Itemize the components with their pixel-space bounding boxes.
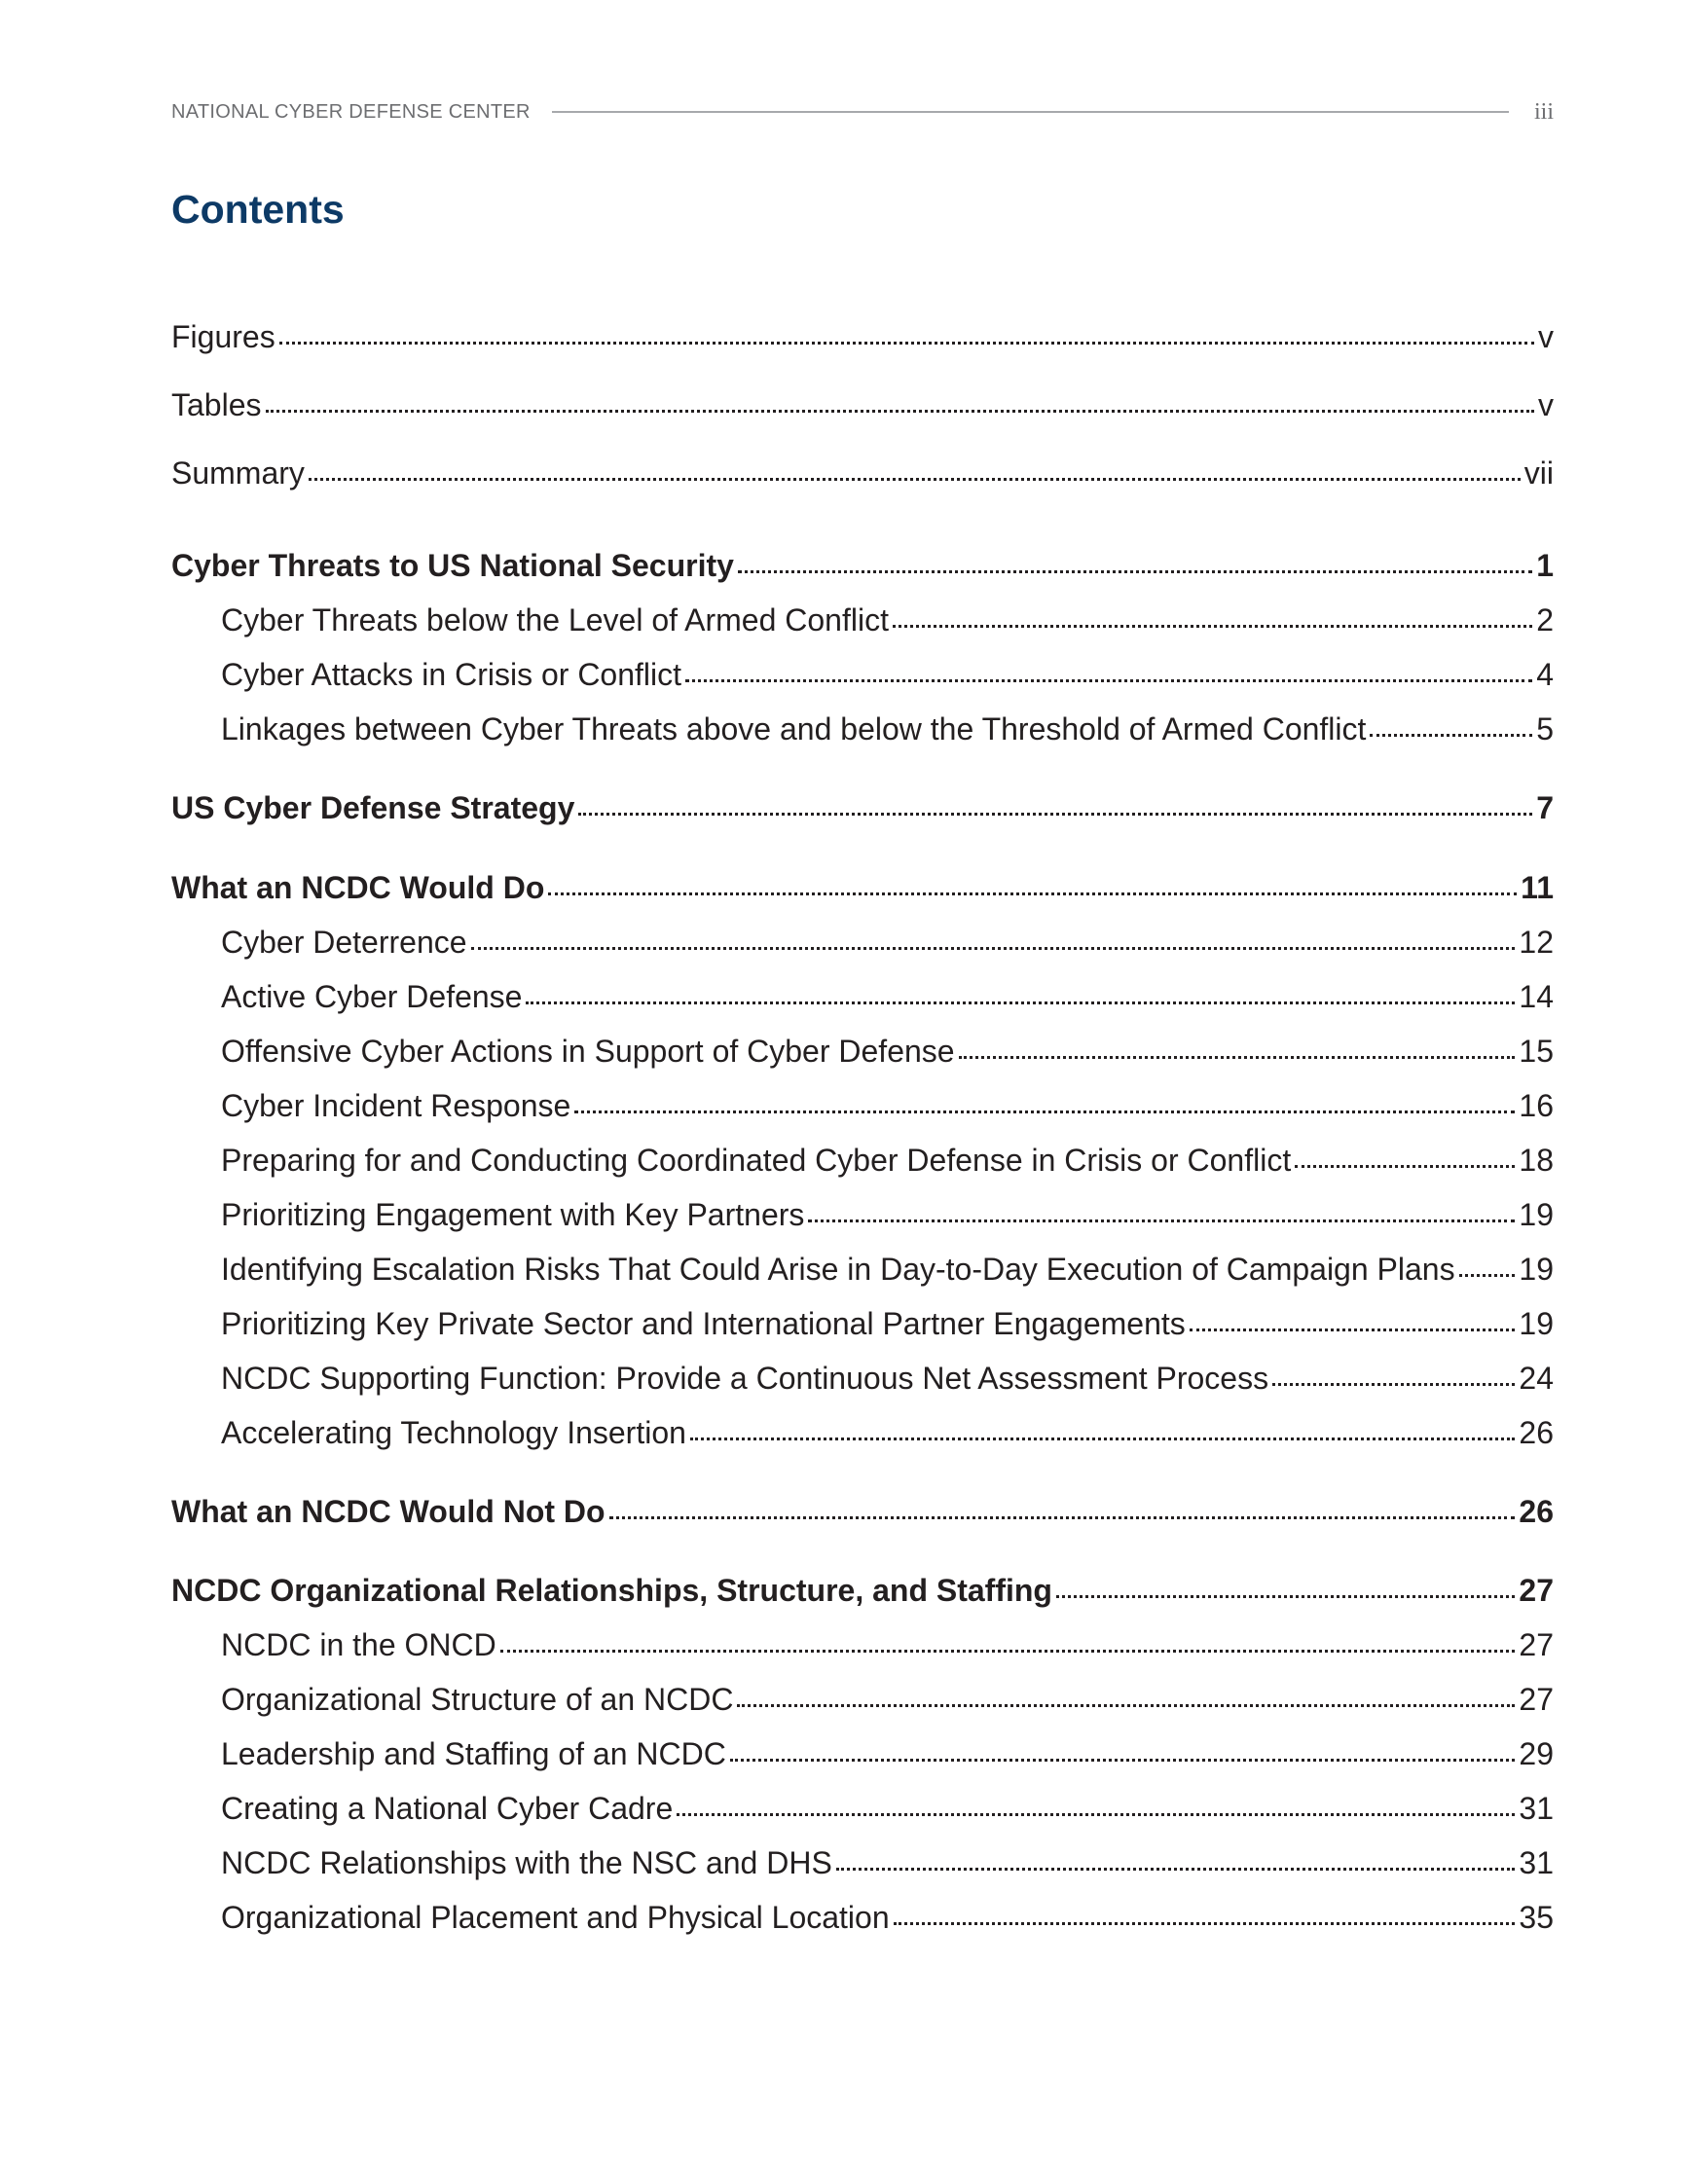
dot-leader — [1459, 1274, 1516, 1277]
toc-subentry[interactable] — [221, 1359, 1554, 1398]
dot-leader — [738, 570, 1532, 573]
toc-entry-page: 16 — [1519, 1088, 1554, 1123]
page-title: Contents — [171, 187, 345, 232]
header-organization: NATIONAL CYBER DEFENSE CENTER — [171, 100, 531, 123]
dot-leader — [1295, 1165, 1515, 1168]
toc-subentry[interactable] — [221, 710, 1554, 748]
toc-section-strategy[interactable] — [171, 788, 1554, 827]
toc-entry-label: Cyber Threats to US National Security — [171, 548, 734, 583]
toc-entry-page: vii — [1523, 455, 1554, 491]
toc-entry-label: Prioritizing Engagement with Key Partners — [221, 1197, 805, 1232]
toc-entry-page: 24 — [1519, 1361, 1554, 1396]
toc-subentry[interactable] — [221, 1898, 1554, 1937]
toc-subentry[interactable] — [221, 1625, 1554, 1664]
dot-leader — [836, 1868, 1516, 1871]
toc-entry-label: Linkages between Cyber Threats above and below the Threshold of Armed Conflict — [221, 711, 1367, 746]
dot-leader — [309, 478, 1521, 481]
toc-section-would-not-do[interactable] — [171, 1492, 1554, 1531]
toc-entry-page: 5 — [1536, 711, 1554, 746]
table-of-contents — [171, 0, 1554, 2184]
toc-entry-label: Organizational Placement and Physical Location — [221, 1900, 890, 1935]
toc-subentry[interactable] — [221, 655, 1554, 694]
toc-entry-page: 29 — [1519, 1736, 1554, 1771]
dot-leader — [685, 679, 1532, 682]
toc-entry-label: Tables — [171, 387, 262, 422]
dot-leader — [279, 342, 1534, 345]
header-page-number: iii — [1533, 98, 1554, 125]
dot-leader — [609, 1516, 1516, 1519]
toc-entry-label: Prioritizing Key Private Sector and International Partner Engagements — [221, 1306, 1186, 1341]
toc-entry-page: 19 — [1519, 1306, 1554, 1341]
dot-leader — [1272, 1383, 1515, 1386]
toc-subentry[interactable] — [221, 1086, 1554, 1125]
toc-entry-label: Cyber Attacks in Crisis or Conflict — [221, 657, 682, 692]
dot-leader — [1056, 1595, 1515, 1598]
dot-leader — [894, 1922, 1516, 1925]
toc-subentry[interactable] — [221, 1141, 1554, 1180]
toc-entry-page: 11 — [1521, 870, 1554, 905]
toc-entry-page: 15 — [1519, 1034, 1554, 1069]
toc-subentry[interactable] — [221, 977, 1554, 1016]
toc-section-would-do[interactable] — [171, 868, 1554, 907]
toc-entry-label: NCDC Organizational Relationships, Structure, and Staffing — [171, 1573, 1052, 1608]
toc-subentry[interactable] — [221, 601, 1554, 639]
toc-entry-page: 31 — [1519, 1791, 1554, 1826]
dot-leader — [526, 1001, 1515, 1004]
toc-entry-page: 26 — [1519, 1494, 1554, 1529]
dot-leader — [471, 947, 1516, 950]
toc-entry-figures[interactable] — [171, 317, 1554, 356]
toc-entry-page: v — [1538, 387, 1554, 422]
dot-leader — [578, 813, 1532, 816]
dot-leader — [1190, 1329, 1516, 1331]
toc-entry-page: 27 — [1519, 1573, 1554, 1608]
toc-entry-page: 4 — [1536, 657, 1554, 692]
dot-leader — [730, 1759, 1516, 1762]
toc-subentry[interactable] — [221, 1843, 1554, 1882]
toc-entry-label: Organizational Structure of an NCDC — [221, 1682, 734, 1717]
dot-leader — [500, 1650, 1516, 1653]
dot-leader — [1370, 734, 1532, 737]
toc-section-cyber-threats[interactable] — [171, 546, 1554, 585]
toc-entry-summary[interactable] — [171, 454, 1554, 492]
toc-entry-label: NCDC Relationships with the NSC and DHS — [221, 1845, 832, 1880]
toc-entry-label: NCDC in the ONCD — [221, 1627, 496, 1662]
toc-entry-label: What an NCDC Would Do — [171, 870, 545, 905]
toc-entry-page: 35 — [1519, 1900, 1554, 1935]
toc-entry-page: 2 — [1536, 602, 1554, 637]
toc-entry-label: Accelerating Technology Insertion — [221, 1415, 686, 1450]
toc-subentry[interactable] — [221, 1304, 1554, 1343]
dot-leader — [959, 1056, 1516, 1059]
toc-subentry[interactable] — [221, 1032, 1554, 1071]
toc-subentry[interactable] — [221, 1413, 1554, 1452]
toc-entry-label: Preparing for and Conducting Coordinated Cyber Defense in Crisis or Conflict — [221, 1143, 1292, 1178]
dot-leader — [737, 1704, 1515, 1707]
toc-entry-page: 7 — [1536, 790, 1554, 825]
toc-entry-page: 27 — [1519, 1682, 1554, 1717]
toc-entry-label: Active Cyber Defense — [221, 979, 523, 1014]
toc-subentry[interactable] — [221, 1680, 1554, 1719]
toc-entry-label: Cyber Deterrence — [221, 925, 467, 960]
toc-entry-label: Offensive Cyber Actions in Support of Cyber Defense — [221, 1034, 955, 1069]
toc-entry-page: 18 — [1519, 1143, 1554, 1178]
toc-entry-page: 14 — [1519, 979, 1554, 1014]
dot-leader — [548, 892, 1517, 895]
dot-leader — [893, 625, 1532, 628]
toc-entry-tables[interactable] — [171, 385, 1554, 424]
dot-leader — [574, 1110, 1515, 1113]
toc-section-organization[interactable] — [171, 1571, 1554, 1610]
dot-leader — [677, 1813, 1515, 1816]
toc-entry-label: Creating a National Cyber Cadre — [221, 1791, 674, 1826]
toc-entry-label: Summary — [171, 455, 305, 491]
toc-entry-label: US Cyber Defense Strategy — [171, 790, 575, 825]
toc-entry-page: 27 — [1519, 1627, 1554, 1662]
toc-entry-label: Leadership and Staffing of an NCDC — [221, 1736, 726, 1771]
toc-entry-label: Figures — [171, 319, 275, 354]
toc-entry-label: Identifying Escalation Risks That Could Arise in Day-to-Day Execution of Campaign Plans — [221, 1252, 1455, 1287]
toc-entry-label: Cyber Threats below the Level of Armed Conflict — [221, 602, 889, 637]
toc-entry-page: 19 — [1519, 1197, 1554, 1232]
toc-entry-page: 12 — [1519, 925, 1554, 960]
dot-leader — [266, 410, 1535, 413]
dot-leader — [690, 1438, 1515, 1440]
toc-subentry[interactable] — [221, 923, 1554, 962]
toc-entry-label: Cyber Incident Response — [221, 1088, 571, 1123]
toc-subentry[interactable] — [221, 1195, 1554, 1234]
toc-subentry[interactable] — [221, 1734, 1554, 1773]
toc-entry-page: 1 — [1536, 548, 1554, 583]
toc-entry-label: What an NCDC Would Not Do — [171, 1494, 605, 1529]
toc-entry-page: v — [1538, 319, 1554, 354]
toc-entry-label: NCDC Supporting Function: Provide a Continuous Net Assessment Process — [221, 1361, 1269, 1396]
toc-entry-page: 31 — [1519, 1845, 1554, 1880]
toc-entry-page: 26 — [1519, 1415, 1554, 1450]
toc-subentry[interactable] — [221, 1789, 1554, 1828]
toc-entry-page: 19 — [1519, 1252, 1554, 1287]
toc-subentry[interactable] — [221, 1250, 1554, 1289]
dot-leader — [808, 1219, 1515, 1222]
